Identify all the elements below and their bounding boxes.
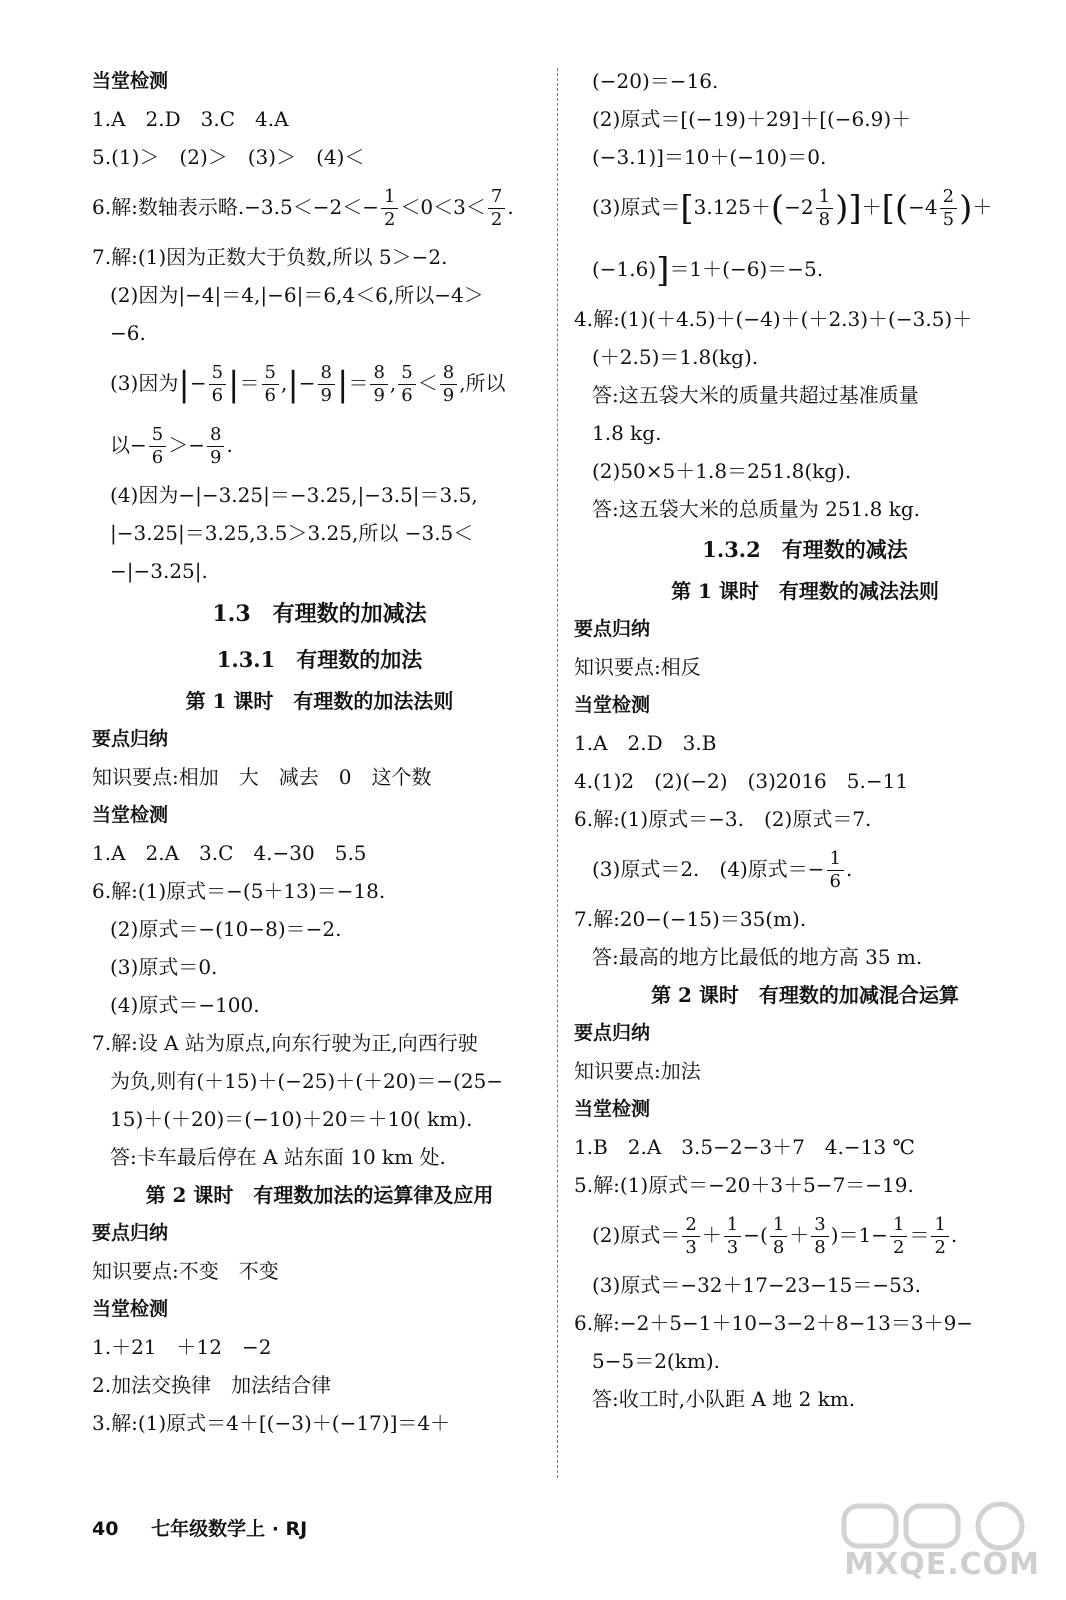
- answer-line: 4.解:(1)(＋4.5)＋(−4)＋(＋2.3)＋(−3.5)＋: [574, 307, 973, 331]
- answer-line: (2)50×5＋1.8＝251.8(kg).: [592, 459, 852, 483]
- section-heading: 要点归纳: [92, 1222, 169, 1244]
- answer-line: 答:卡车最后停在 A 站东面 10 km 处.: [110, 1145, 446, 1169]
- section-heading: 要点归纳: [574, 618, 651, 640]
- answer-line: 6.解:−2＋5−1＋10−3−2＋8−13＝3＋9−: [574, 1311, 974, 1335]
- subsection-title: 1.3.2 有理数的减法: [702, 537, 908, 562]
- page-footer: [92, 1514, 307, 1541]
- answer-line: (＋2.5)＝1.8(kg).: [592, 345, 759, 369]
- lesson-title: 第 1 课时 有理数的加法法则: [185, 689, 454, 713]
- section-title: 1.3 有理数的加减法: [212, 601, 427, 627]
- answer-line: 知识要点:加法: [574, 1059, 701, 1083]
- answer-line: 5−5＝2(km).: [592, 1349, 720, 1373]
- section-heading: 当堂检测: [92, 70, 169, 92]
- lesson-title: 第 2 课时 有理数加法的运算律及应用: [145, 1183, 494, 1207]
- answer-line: 6.解:(1)原式＝−3. (2)原式＝7.: [574, 807, 872, 831]
- answer-line: 5.(1)＞ (2)＞ (3)＞ (4)＜: [92, 145, 365, 169]
- lesson-title: 第 2 课时 有理数的加减混合运算: [651, 983, 959, 1007]
- answer-line: 答:收工时,小队距 A 地 2 km.: [592, 1387, 856, 1411]
- answer-line: (3)因为|− $\frac{5}{6}$ |＝ $\frac{5}{6}$ ,|− $\frac{8}{9}$ |＝ $\frac{8}{9}$ , $\frac{5}{6}$ ＜ $\frac{8}{9}$ ,所以: [110, 362, 506, 406]
- fraction: $\frac{7}{2}$: [488, 186, 505, 231]
- left-column: [92, 62, 547, 1442]
- column-divider: [557, 68, 558, 1478]
- answer-line: 6.解:数轴表示略.−3.5＜−2＜− $\frac{1}{2}$ ＜0＜3＜ $\frac{7}{2}$ .: [92, 186, 514, 230]
- watermark-site: MXQE.COM: [844, 1547, 1040, 1582]
- answer-line: 知识要点:相加 大 减去 0 这个数: [92, 765, 432, 789]
- answer-line: 1.B 2.A 3.5−2−3＋7 4.−13 ℃: [574, 1135, 915, 1159]
- answer-line: 1.＋21 ＋12 −2: [92, 1335, 272, 1359]
- right-column: [574, 62, 1036, 1418]
- answer-line: (2)因为|−4|＝4,|−6|＝6,4＜6,所以−4＞: [110, 283, 484, 307]
- answer-line: (2)原式＝−(10−8)＝−2.: [110, 917, 342, 941]
- book-title: 七年级数学上 · RJ: [151, 1518, 308, 1540]
- answer-line: 为负,则有(＋15)＋(−25)＋(＋20)＝−(25−: [110, 1069, 504, 1093]
- answer-line: 15)＋(＋20)＝(−10)＋20＝＋10( km).: [110, 1107, 473, 1131]
- answer-line: (2)原式＝[(−19)＋29]＋[(−6.9)＋: [592, 107, 912, 131]
- answer-line: 1.A 2.A 3.C 4.−30 5.5: [92, 841, 367, 865]
- section-heading: 要点归纳: [92, 728, 169, 750]
- answer-line: (3)原式＝[3.125＋(−2 $\frac{1}{8}$ )]＋[(−4 $\frac{2}{5}$ )＋: [592, 186, 993, 230]
- answer-line: 答:最高的地方比最低的地方高 35 m.: [592, 945, 923, 969]
- answer-line: (2)原式＝ $\frac{2}{3}$ ＋ $\frac{1}{3}$ −( $\frac{1}{8}$ ＋ $\frac{3}{8}$ )＝1− $\frac{1}{2}$ ＝ $\frac{1}{2}$ .: [592, 1214, 958, 1258]
- answer-line: (3)原式＝−32＋17−23−15＝−53.: [592, 1273, 921, 1297]
- watermark: [820, 1500, 1050, 1590]
- answer-line: (4)因为−|−3.25|＝−3.25,|−3.5|＝3.5,: [110, 483, 478, 507]
- answer-line: 1.A 2.D 3.C 4.A: [92, 107, 289, 131]
- answer-line: 答:这五袋大米的总质量为 251.8 kg.: [592, 497, 920, 521]
- answer-line: (3)原式＝0.: [110, 955, 218, 979]
- answer-line: 7.解:20−(−15)＝35(m).: [574, 907, 807, 931]
- answer-line: 知识要点:相反: [574, 655, 701, 679]
- answer-line: 以− $\frac{5}{6}$ ＞− $\frac{8}{9}$ .: [110, 424, 233, 468]
- section-heading: 要点归纳: [574, 1022, 651, 1044]
- fraction: $\frac{1}{2}$: [381, 186, 398, 231]
- answer-line: 答:这五袋大米的质量共超过基准质量: [592, 383, 919, 407]
- page-number: 40: [92, 1518, 119, 1540]
- lesson-title: 第 1 课时 有理数的减法法则: [671, 579, 939, 603]
- section-heading: 当堂检测: [574, 694, 651, 716]
- answer-line: 3.解:(1)原式＝4＋[(−3)＋(−17)]＝4＋: [92, 1411, 451, 1435]
- answer-line: (−20)＝−16.: [592, 69, 719, 93]
- answer-line: −|−3.25|.: [110, 559, 208, 583]
- section-heading: 当堂检测: [92, 804, 169, 826]
- answer-line: −6.: [110, 321, 146, 345]
- answer-line: 7.解:设 A 站为原点,向东行驶为正,向西行驶: [92, 1031, 478, 1055]
- answer-line: |−3.25|＝3.25,3.5＞3.25,所以 −3.5＜: [110, 521, 474, 545]
- section-heading: 当堂检测: [92, 1298, 169, 1320]
- answer-line: 7.解:(1)因为正数大于负数,所以 5＞−2.: [92, 245, 448, 269]
- subsection-title: 1.3.1 有理数的加法: [216, 647, 423, 672]
- answer-line: (−1.6)]＝1＋(−6)＝−5.: [592, 250, 824, 291]
- answer-line: 6.解:(1)原式＝−(5＋13)＝−18.: [92, 879, 386, 903]
- answer-line: 知识要点:不变 不变: [92, 1259, 279, 1283]
- answer-line: 4.(1)2 (2)(−2) (3)2016 5.−11: [574, 769, 909, 793]
- answer-line: (3)原式＝2. (4)原式＝− $\frac{1}{6}$ .: [592, 848, 853, 892]
- answer-line: 1.8 kg.: [592, 421, 662, 445]
- answer-line: 5.解:(1)原式＝−20＋3＋5−7＝−19.: [574, 1173, 914, 1197]
- answer-line: (4)原式＝−100.: [110, 993, 260, 1017]
- answer-line: (−3.1)]＝10＋(−10)＝0.: [592, 145, 827, 169]
- answer-line: 2.加法交换律 加法结合律: [92, 1373, 332, 1397]
- section-heading: 当堂检测: [574, 1098, 651, 1120]
- watermark-logo-icon: [840, 1500, 1050, 1552]
- answer-line: 1.A 2.D 3.B: [574, 731, 717, 755]
